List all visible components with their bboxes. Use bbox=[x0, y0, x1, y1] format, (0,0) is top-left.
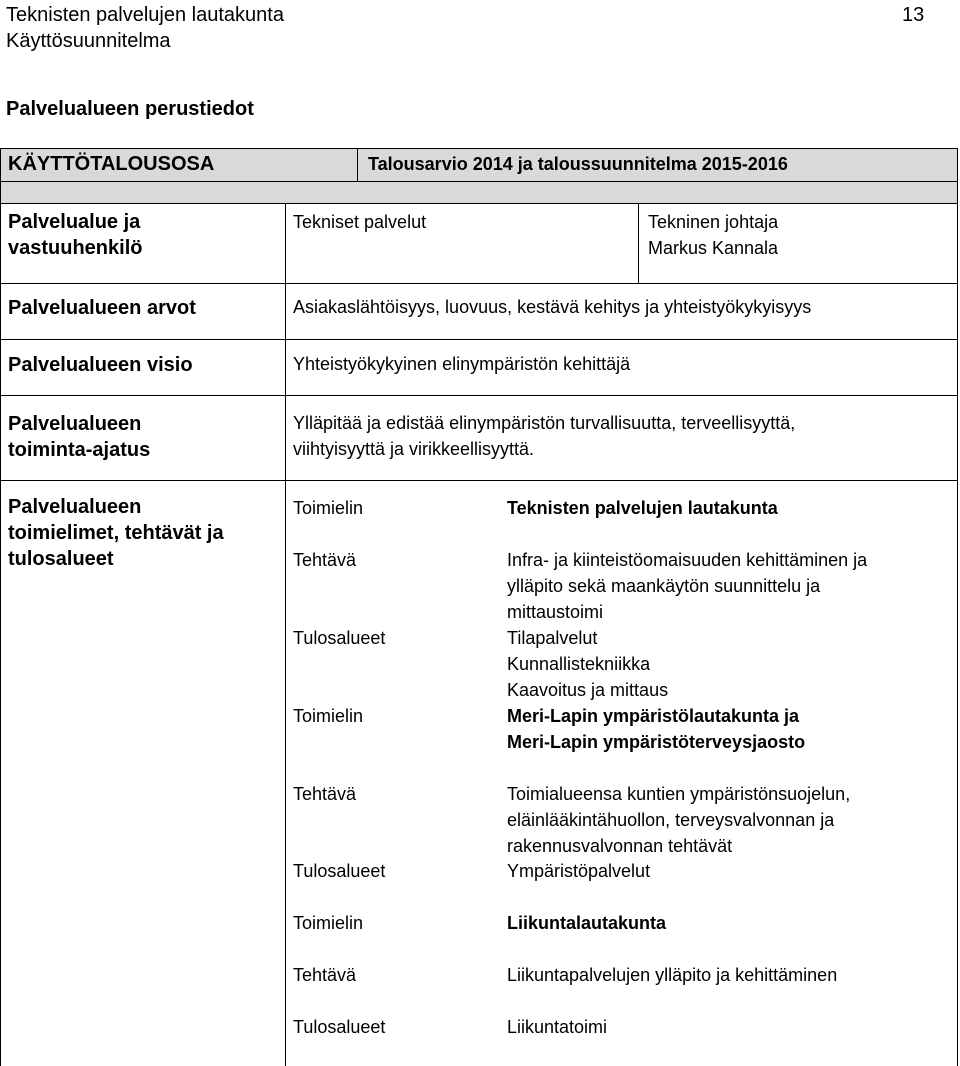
label-column-divider bbox=[285, 203, 286, 1066]
body2-toimielin-label: Toimielin bbox=[293, 706, 364, 726]
row-divider bbox=[0, 480, 958, 481]
title-divider bbox=[357, 148, 358, 181]
row-divider bbox=[0, 181, 958, 182]
visio-label: Palvelualueen visio bbox=[8, 354, 193, 376]
body1-tulosalueet-value: Tilapalvelut Kunnallistekniikka Kaavoitus ja mittaus bbox=[507, 628, 669, 700]
body2-tehtava-label: Tehtävä bbox=[293, 784, 357, 804]
table-title-right: Talousarvio 2014 ja taloussuunnitelma 2015-2016 bbox=[368, 154, 788, 174]
responsible-divider bbox=[638, 203, 639, 283]
spacer-row-shade bbox=[1, 182, 957, 203]
body1-tulosalueet-label: Tulosalueet bbox=[293, 628, 386, 648]
body3-toimielin-value: Liikuntalautakunta bbox=[507, 913, 667, 933]
row-divider bbox=[0, 339, 958, 340]
body2-tulosalueet-value: Ympäristöpalvelut bbox=[507, 861, 651, 881]
body1-tehtava-value: Infra- ja kiinteistöomaisuuden kehittäminen ja ylläpito sekä maankäytön suunnittelu ja mittaustoimi bbox=[507, 550, 868, 622]
body3-tehtava-value: Liikuntapalvelujen ylläpito ja kehittäminen bbox=[507, 965, 838, 985]
body3-tehtava-label: Tehtävä bbox=[293, 965, 357, 985]
basic-info-table bbox=[0, 148, 960, 1066]
arvot-value: Asiakaslähtöisyys, luovuus, kestävä kehitys ja yhteistyökykyisyys bbox=[293, 297, 812, 317]
table-border-right bbox=[957, 148, 958, 1066]
body2-tulosalueet-label: Tulosalueet bbox=[293, 861, 386, 881]
table-border-top bbox=[0, 148, 958, 149]
table-title-left: KÄYTTÖTALOUSOSA bbox=[8, 153, 215, 175]
row-divider bbox=[0, 395, 958, 396]
table-border-left bbox=[0, 148, 1, 1066]
body3-tulosalueet-value: Liikuntatoimi bbox=[507, 1017, 608, 1037]
header-subtitle: Käyttösuunnitelma bbox=[6, 30, 171, 52]
body3-toimielin-label: Toimielin bbox=[293, 913, 364, 933]
vastuuhenkilo-value: Tekninen johtaja Markus Kannala bbox=[648, 212, 779, 258]
toiminta-ajatus-value: Ylläpitää ja edistää elinympäristön turvallisuutta, terveellisyyttä, viihtyisyyttä ja virikkeellisyyttä. bbox=[293, 413, 796, 459]
toiminta-ajatus-label: Palvelualueen toiminta-ajatus bbox=[8, 413, 151, 461]
body1-tehtava-label: Tehtävä bbox=[293, 550, 357, 570]
row-divider bbox=[0, 203, 958, 204]
page-number: 13 bbox=[902, 4, 925, 26]
arvot-label: Palvelualueen arvot bbox=[8, 297, 196, 319]
body1-toimielin-label: Toimielin bbox=[293, 498, 364, 518]
section-title: Palvelualueen perustiedot bbox=[6, 98, 254, 120]
body2-toimielin-value: Meri-Lapin ympäristölautakunta ja Meri-Lapin ympäristöterveysjaosto bbox=[507, 706, 806, 752]
visio-value: Yhteistyökykyinen elinympäristön kehittäjä bbox=[293, 354, 631, 374]
toimielimet-label: Palvelualueen toimielimet, tehtävät ja tulosalueet bbox=[8, 496, 224, 570]
palvelualue-value: Tekniset palvelut bbox=[293, 212, 427, 232]
body2-tehtava-value: Toimialueensa kuntien ympäristönsuojelun, eläinlääkintähuollon, terveysvalvonnan ja rakennusvalvonnan tehtävät bbox=[507, 784, 851, 856]
row-divider bbox=[0, 283, 958, 284]
palvelualue-label: Palvelualue ja vastuuhenkilö bbox=[8, 211, 143, 259]
body3-tulosalueet-label: Tulosalueet bbox=[293, 1017, 386, 1037]
header-title: Teknisten palvelujen lautakunta bbox=[6, 4, 284, 26]
body1-toimielin-value: Teknisten palvelujen lautakunta bbox=[507, 498, 778, 518]
